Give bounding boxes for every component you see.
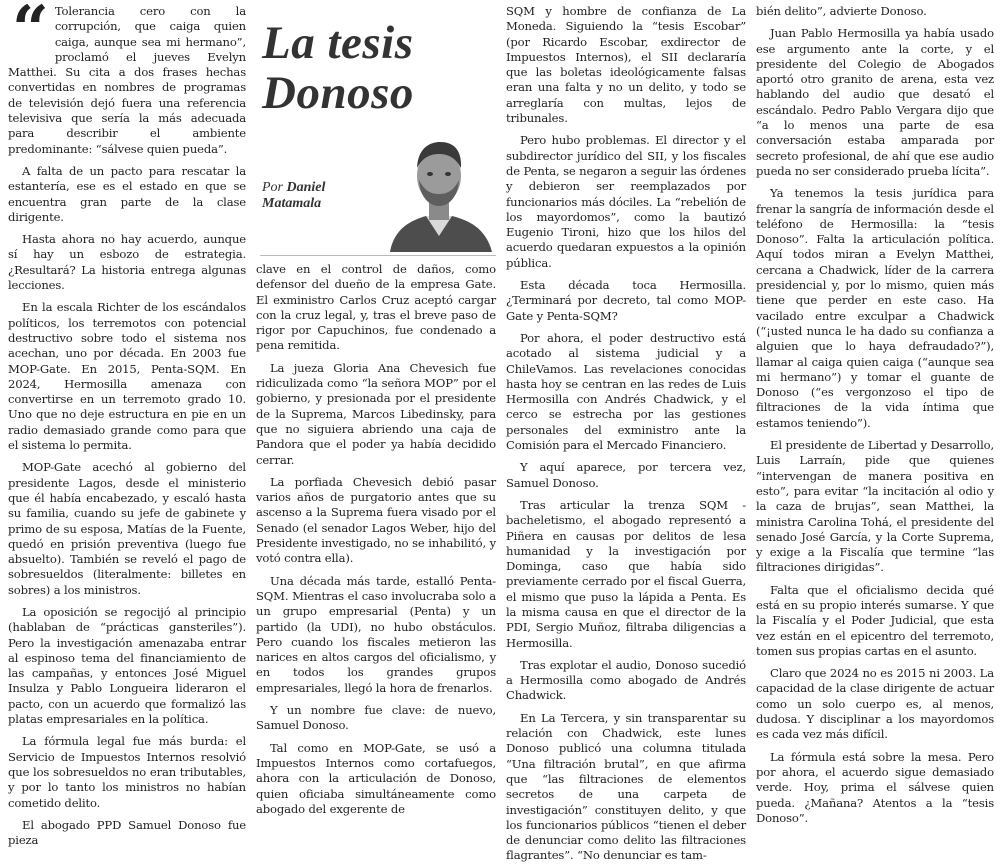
paragraph: Y aquí aparece, por tercera vez, Samuel Donoso. <box>506 460 746 490</box>
title-line-2: Donoso <box>262 67 414 119</box>
paragraph: Hasta ahora no hay acuerdo, aunque sí hay un esbozo de estrategia. ¿Resultará? La historia entrega algunas lecciones. <box>8 232 246 293</box>
paragraph: La fórmula legal fue más burda: el Servicio de Impuestos Internos resolvió que los sobresueldos no eran tributables, y por lo tanto los ministros no habían cometido delito. <box>8 734 246 810</box>
paragraph: Una década más tarde, estalló Penta-SQM. Mientras el caso involucraba solo a un grupo empresarial (Penta) y un partido (la UDI), no hubo obstáculos. Pero cuando los fiscales metieron las narices en altos cargos del oficialismo, y en todos los grandes grupos empresariales, llegó la hora de frenarlos. <box>256 573 496 695</box>
paragraph: Por ahora, el poder destructivo está acotado al sistema judicial y a ChileVamos. Las revelaciones conocidas hasta hoy se centran en las redes de Luis Hermosilla con Andrés Chadwick, y el cerco se estrecha por las gestiones personales del exministro ante la Comisión para el Mercado Financiero. <box>506 330 746 453</box>
paragraph: Tras explotar el audio, Donoso sucedió a Hermosilla como abogado de Andrés Chadwick. <box>506 657 746 703</box>
paragraph: bién delito”, advierte Donoso. <box>756 4 927 18</box>
paragraph: MOP-Gate acechó al gobierno del presidente Lagos, desde el ministerio que él había encabezado, y escaló hasta su familia, cuando su jefe de gabinete y primo de su esposa, Matías de la Fuente, quedó en prisión preventiva (luego fue absuelto). También se reveló el pago de sobresueldos (literalmente: billetes en sobres) a los ministros. <box>8 460 246 597</box>
divider <box>260 255 496 256</box>
paragraph: SQM y hombre de confianza de La Moneda. Siguiendo la “tesis Escobar” (por Ricardo Escobar, exdirector de Impuestos Internos), el SII declararía que las boletas ideológicamente falsas eran una falta y no un delito, y todo se arreglaría con multas, lejos de tribunales. <box>506 4 746 126</box>
byline-prefix: Por <box>262 180 283 195</box>
byline-author-last: Matamala <box>262 196 322 211</box>
paragraph: El presidente de Libertad y Desarrollo, Luis Larraín, pide que quienes “intervengan de manera positiva en esto”, para evitar “la incitación al odio y la caza de brujas”, sean Matthei, la ministra Carolina Tohá, el presidente del senado José García, y la Corte Suprema, y exige a la Fiscalía que termine “las filtraciones dirigidas”. <box>756 438 994 575</box>
paragraph: Tal como en MOP-Gate, se usó a Impuestos Internos como cortafuegos, ahora con la articulación de Donoso, quien oficiaba simultáneamente como abogado del exgerente de <box>256 740 496 816</box>
title-line-1: La tesis <box>262 17 414 69</box>
article-title <box>262 18 492 118</box>
paragraph: La jueza Gloria Ana Chevesich fue ridiculizada como “la señora MOP” por el gobierno, y presionada por el presidente de la Suprema, Marcos Libedinsky, para que no siguiera abriendo una caja de Pandora que el poder ya había decidido cerrar. <box>256 360 496 467</box>
byline-author-first: Daniel <box>286 180 326 195</box>
paragraph: clave en el control de daños, como defensor del dueño de la empresa Gate. El exministro Carlos Cruz aceptó cargar con la cruz legal, y, tras el breve paso de rigor por Capuchinos, fue condenado a pena remitida. <box>256 262 496 353</box>
paragraph: Tras articular la trenza SQM - bacheletismo, el abogado representó a Piñera en causas por delitos de lesa humanidad y la investigación por Dominga, caso que había sido previamente cerrado por el fiscal Guerra, el mismo que puso la lápida a Penta. Es la misma causa en que el director de la PDI, Sergio Muñoz, filtraba diligencias a Hermosilla. <box>506 497 746 650</box>
paragraph: Esta década toca Hermosilla. ¿Terminará por decreto, tal como MOP-Gate y Penta-SQM? <box>506 278 746 323</box>
paragraph: Tolerancia cero con la corrupción, que caiga quien caiga, aunque sea mi hermano”, proclamó el jueves Evelyn Matthei. Su cita a dos frases hechas convertidas en nombres de programas de televisión dejó fuera una referencia televisiva que sería la más adecuada para describir el ambiente predominante: “sálvese quien pueda”. <box>8 4 246 156</box>
paragraph: Ya tenemos la tesis jurídica para frenar la sangría de información desde el teléfono de Hermosilla: la “tesis Donoso”. Falta la articulación política. Aquí todos miran a Evelyn Matthei, cercana a Chadwick, líder de la carrera presidencial y, por lo mismo, quien más tiene que perder en este caso. Ha vacilado entre exculpar a Chadwick (“¡usted nunca le ha dado su confianza a alguien que lo haya defraudado?”), llamar al caiga quien caiga (“aunque sea mi hermano”) y tomar el guante de Donoso (“es vergonzoso el tipo de filtraciones de la vida íntima que estamos teniendo”). <box>756 186 994 430</box>
paragraph: La porfiada Chevesich debió pasar varios años de purgatorio antes que su ascenso a la Suprema fuera visado por el Senado (el senador Lagos Weber, hijo del Presidente investigado, no se inhabilitó, y votó contra ella). <box>256 474 496 566</box>
author-portrait-icon <box>382 128 496 252</box>
opening-quote-icon: “ <box>12 0 49 67</box>
byline <box>262 180 372 212</box>
paragraph: Pero hubo problemas. El director y el subdirector jurídico del SII, y los fiscales de Penta, se negaron a seguir las órdenes y debieron ser reemplazados por funcionarios más dóciles. La “rebelión de los mayordomos”, como la bautizó Eugenio Tironi, hizo que los hilos del acuerdo quedaran expuestos a la opinión pública. <box>506 133 746 270</box>
paragraph: Falta que el oficialismo decida qué está en su propio interés sumarse. Y que la Fiscalía y el Poder Judicial, que esta vez están en el epicentro del terremoto, tomen sus propias cartas en el asunto. <box>756 582 994 658</box>
paragraph: En La Tercera, y sin transparentar su relación con Chadwick, este lunes Donoso publicó una columna titulada “Una filtración brutal”, en que afirma que “las filtraciones de elementos secretos de una carpeta de investigación” constituyen delito, y que los funcionarios públicos “tienen el deber de denunciar como delito las filtraciones flagrantes”. “No denunciar es tam- <box>506 710 746 863</box>
paragraph: Juan Pablo Hermosilla ya había usado ese argumento ante la corte, y el presidente del Colegio de Abogados aportó otro granito de arena, esta vez hablando del audio que desató el escándalo. Pedro Pablo Vergara dijo que “a lo menos una parte de esa conversación estaba amparada por secreto profesional, de ahí que ese audio pueda no ser considerado prueba lícita”. <box>756 26 994 178</box>
column-2 <box>256 262 496 816</box>
author-photo <box>382 128 496 252</box>
paragraph: Y un nombre fue clave: de nuevo, Samuel Donoso. <box>256 703 496 733</box>
paragraph: En la escala Richter de los escándalos políticos, los terremotos con potencial destructivo sobre todo el sistema nos acechan, uno por década. En 2003 fue MOP-Gate. En 2015, Penta-SQM. En 2024, Hermosilla amenaza con convertirse en un terremoto grado 10. Uno que no deje estructura en pie en un radio demasiado grande como para que el sistema lo permita. <box>8 300 246 453</box>
column-3 <box>506 4 746 863</box>
paragraph: La fórmula está sobre la mesa. Pero por ahora, el acuerdo sigue demasiado verde. Hoy, prima el sálvese quien pueda. ¿Mañana? Atentos a la “tesis Donoso”. <box>756 749 994 825</box>
paragraph: Claro que 2024 no es 2015 ni 2003. La capacidad de la clase dirigente de actuar como un solo cuerpo es, al menos, dudosa. Y disciplinar a los mayordomos es cada vez más difícil. <box>756 666 994 742</box>
column-1 <box>8 0 246 848</box>
paragraph: El abogado PPD Samuel Donoso fue pieza <box>8 817 246 848</box>
paragraph: A falta de un pacto para rescatar la estantería, ese es el estado en que se encuentra gran parte de la clase dirigente. <box>8 163 246 224</box>
column-4 <box>756 4 994 825</box>
paragraph: La oposición se regocijó al principio (hablaban de “prácticas gansteriles”). Pero la investigación amenazaba entrar al espinoso tema del financiamiento de las campañas, y entonces José Miguel Insulza y Pablo Longueira lideraron el pacto, con un acuerdo que formalizó las platas empresariales en la política. <box>8 604 246 727</box>
